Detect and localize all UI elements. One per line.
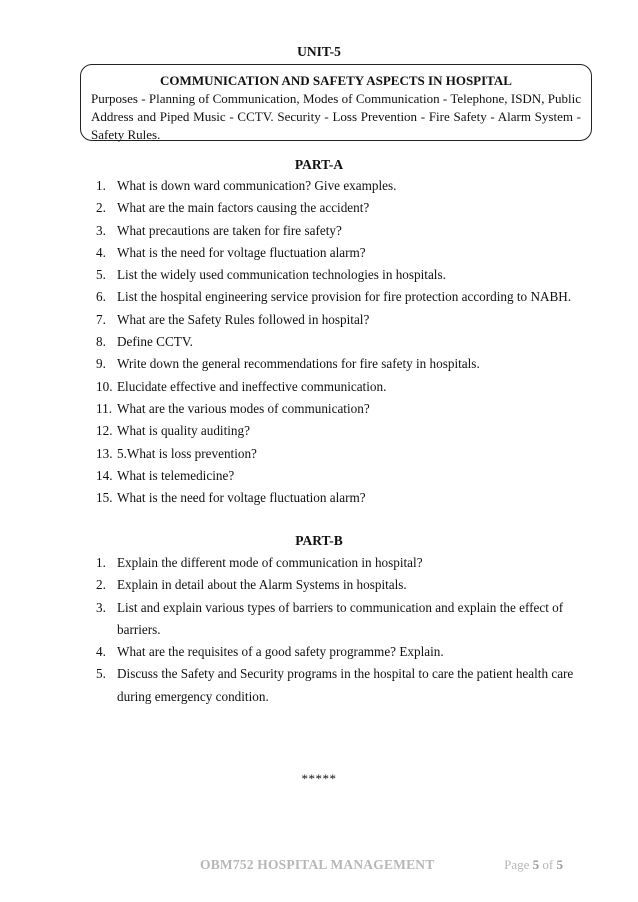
page-total: 5 [556,857,563,872]
question-number: 4. [96,244,106,260]
question-item [96,175,576,197]
question-text: Explain the different mode of communication in hospital? [117,555,423,570]
question-item [96,641,576,663]
question-number: 5. [96,267,106,283]
question-text: Discuss the Safety and Security programs in the hospital to care the patient health care during emergency condition. [117,666,574,704]
question-item [96,242,576,264]
question-text: List the widely used communication technologies in hospitals. [117,267,446,283]
footer-course-title: OBM752 HOSPITAL MANAGEMENT [200,857,435,872]
question-number: 14. [96,467,113,483]
page-of: of [542,857,554,872]
question-number: 4. [96,644,106,660]
part-a-question-list [96,175,576,509]
question-text: List and explain various types of barriers to communication and explain the effect of barriers. [117,599,564,637]
question-text: What precautions are taken for fire safety? [117,222,342,238]
question-number: 2. [96,200,106,216]
question-text: What is down ward communication? Give examples. [117,178,397,193]
question-text: What is telemedicine? [117,467,235,483]
end-marker: ***** [301,771,337,786]
question-number: 15. [96,490,113,506]
question-number: 11. [96,400,112,416]
question-text: Define CCTV. [117,334,193,350]
question-item [96,197,576,219]
question-text: Write down the general recommendations for fire safety in hospitals. [117,356,480,372]
page-current: 5 [532,857,540,872]
question-item [96,465,576,487]
question-text: Elucidate effective and ineffective communication. [117,378,387,394]
question-item [96,398,576,420]
syllabus-text: Purposes - Planning of Communication, Modes of Communication - Telephone, ISDN, Public Address and Piped Music - CCTV. Security - Loss Prevention - Fire Safety - Alarm System - Safety Rules. [91,91,581,142]
question-item [96,286,576,308]
question-number: 2. [96,577,106,593]
unit-title: UNIT-5 [297,44,341,59]
question-text: What is quality auditing? [117,423,250,439]
question-text: What is the need for voltage fluctuation alarm? [117,244,366,260]
question-number: 12. [96,423,113,439]
part-a-heading: PART-A [294,157,344,172]
question-number: 6. [96,289,106,305]
question-item [96,597,576,642]
question-number: 7. [96,311,106,327]
syllabus-box [80,64,592,141]
question-text: Explain in detail about the Alarm Systems in hospitals. [117,577,407,593]
part-b-heading: PART-B [295,533,343,548]
page-prefix: Page [504,857,530,872]
question-text: What are the requisites of a good safety programme? Explain. [117,644,444,660]
question-text: What are the various modes of communication? [117,400,370,416]
syllabus-heading: COMMUNICATION AND SAFETY ASPECTS IN HOSPITAL [160,73,512,88]
question-number: 8. [96,334,106,350]
question-item [96,663,576,708]
question-text: 5.What is loss prevention? [117,445,257,461]
question-text: List the hospital engineering service provision for fire protection according to NABH. [117,289,572,305]
part-b-question-list [96,552,576,708]
question-number: 3. [96,599,106,615]
question-text: What is the need for voltage fluctuation alarm? [117,490,366,506]
question-number: 1. [96,178,106,193]
question-number: 1. [96,555,106,570]
question-text: What are the main factors causing the accident? [117,200,370,216]
question-item [96,331,576,353]
question-item [96,220,576,242]
question-item [96,264,576,286]
question-number: 5. [96,666,106,682]
question-number: 3. [96,222,106,238]
question-item [96,574,576,596]
question-item [96,309,576,331]
question-item [96,487,576,509]
question-item [96,443,576,465]
question-number: 10. [96,378,113,394]
question-item [96,353,576,375]
question-text: What are the Safety Rules followed in hospital? [117,311,370,327]
question-item [96,552,576,574]
question-number: 13. [96,445,113,461]
question-item [96,420,576,442]
footer-page-number [504,857,563,873]
question-number: 9. [96,356,106,372]
question-item [96,376,576,398]
